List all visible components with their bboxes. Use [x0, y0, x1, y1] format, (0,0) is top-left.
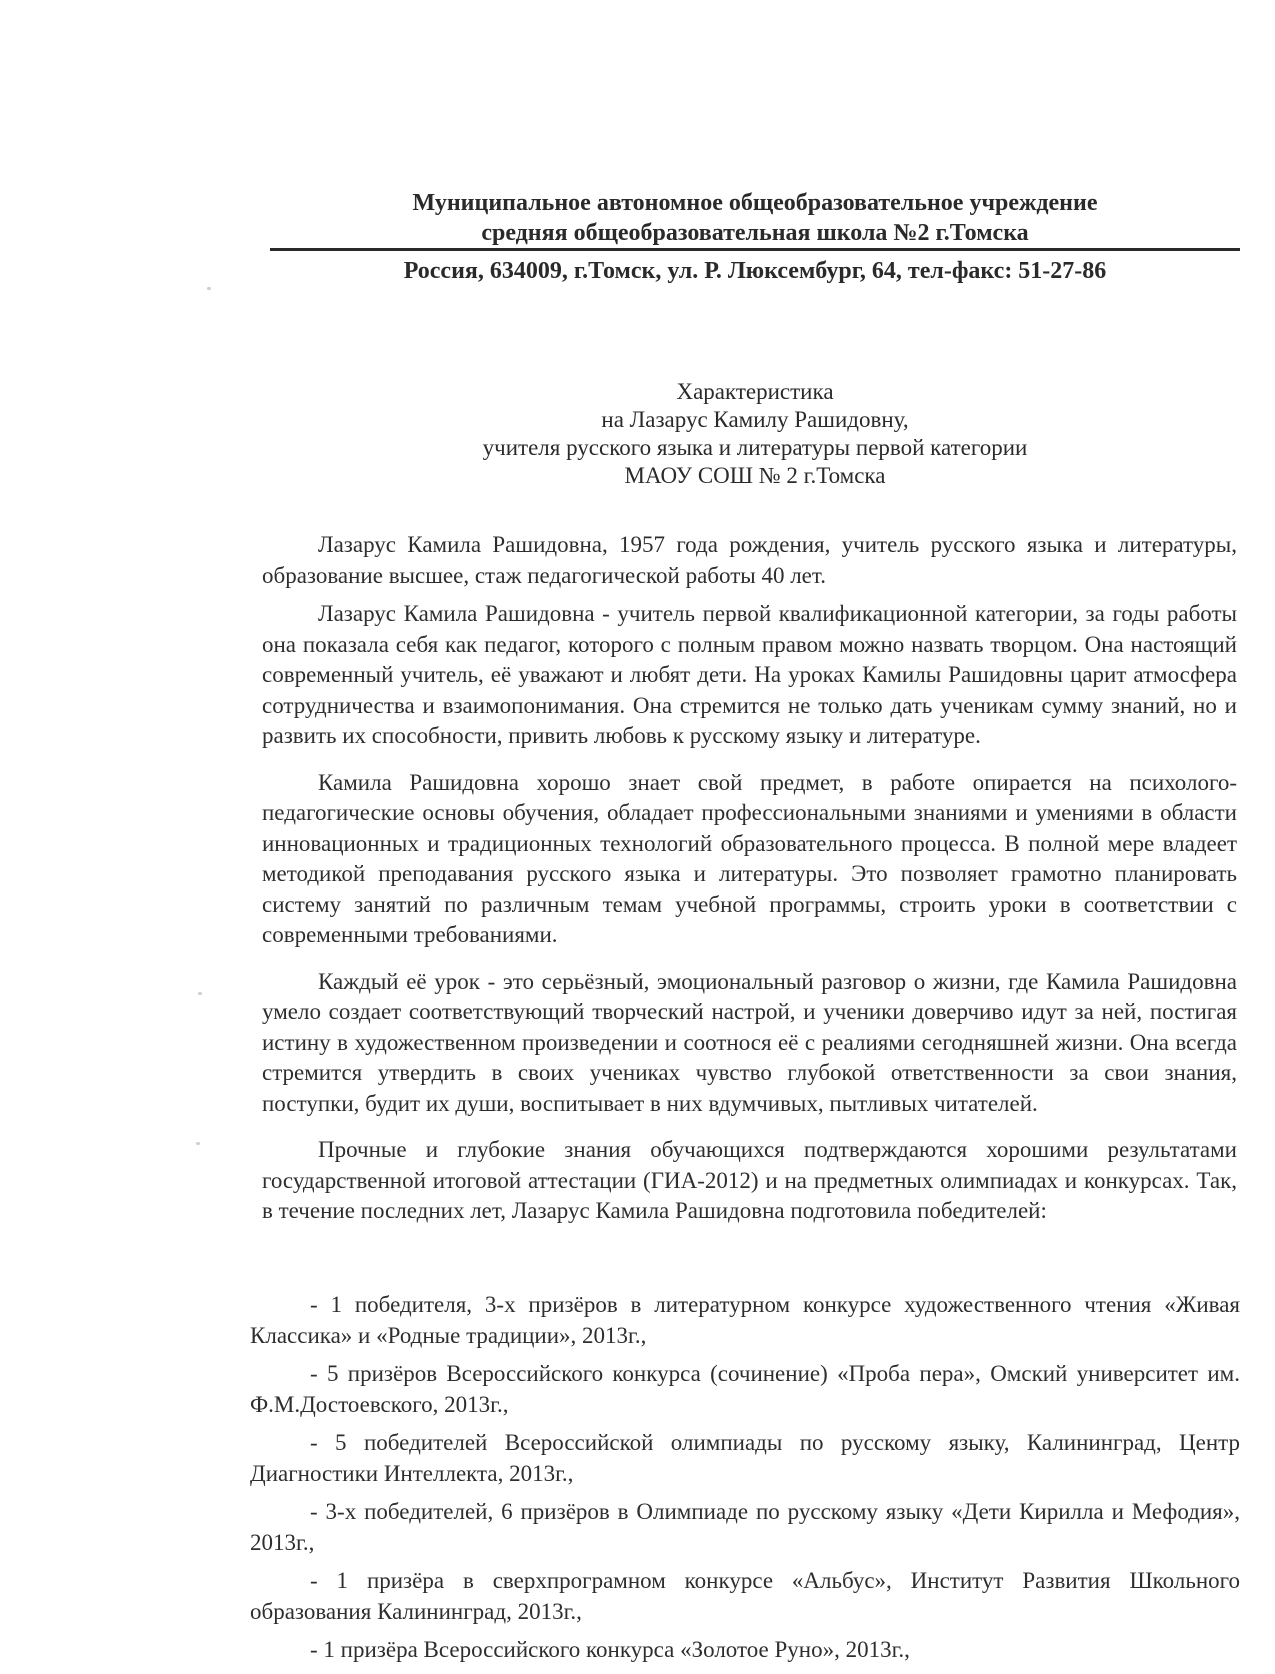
scan-speck: [207, 287, 211, 290]
list-item: - 5 призёров Всероссийского конкурса (сочинение) «Проба пера», Омский университет им. Ф.М.Достоевского, 2013г.,: [250, 1361, 1240, 1417]
letterhead-school: средняя общеобразовательная школа №2 г.Томска: [481, 220, 1029, 246]
scan-speck: [198, 992, 202, 995]
title-heading: Характеристика: [676, 379, 834, 404]
document-title: [270, 378, 1240, 490]
list-item: - 1 победителя, 3-х призёров в литературном конкурсе художественного чтения «Живая Классика» и «Родные традиции», 2013г.,: [250, 1292, 1240, 1348]
list-item: - 1 призёра Всероссийского конкурса «Золотое Руно», 2013г.,: [310, 1637, 910, 1662]
title-school: МАОУ СОШ № 2 г.Томска: [624, 463, 886, 488]
paragraph-lessons: Каждый её урок - это серьёзный, эмоциональный разговор о жизни, где Камила Рашидовна умело создает соответствующий творческий настрой, и ученики доверчиво идут за ней, постигая истину в художественном произведении и соотнося её с реалиями сегодняшней жизни. Она всегда стремится утвердить в своих учениках чувство глубокой ответственности за свои знания, поступки, будит их души, воспитывает в них вдумчивых, пытливых читателей.: [262, 968, 1237, 1116]
paragraph-intro: Лазарус Камила Рашидовна, 1957 года рождения, учитель русского языка и литературы, образование высшее, стаж педагогической работы 40 лет.: [262, 532, 1237, 588]
paragraph-results: Прочные и глубокие знания обучающихся подтверждаются хорошими результатами государственной итоговой аттестации (ГИА-2012) и на предметных олимпиадах и конкурсах. Так, в течение последних лет, Лазарус Камила Рашидовна подготовила победителей:: [262, 1137, 1237, 1223]
achievements-list: [250, 1290, 1240, 1674]
title-subject: на Лазарус Камилу Рашидовну,: [601, 407, 909, 432]
list-item: - 1 призёра в сверхпрограмном конкурсе «Альбус», Институт Развития Школьного образования Калининград, 2013г.,: [250, 1568, 1240, 1624]
letterhead-divider: [270, 248, 1240, 251]
list-item: - 3-х победителей, 6 призёров в Олимпиаде по русскому языку «Дети Кирилла и Мефодия», 2013г.,: [250, 1499, 1240, 1555]
letterhead-institution: Муниципальное автономное общеобразовательное учреждение: [412, 190, 1098, 216]
scan-speck: [196, 1142, 200, 1145]
letterhead-address: Россия, 634009, г.Томск, ул. Р. Люксембург, 64, тел-факс: 51-27-86: [403, 258, 1107, 284]
paragraph-qualification: Лазарус Камила Рашидовна - учитель первой квалификационной категории, за годы работы она показала себя как педагог, которого с полным правом можно назвать творцом. Она настоящий современный учитель, её уважают и любят дети. На уроках Камилы Рашидовны царит атмосфера сотрудничества и взаимопонимания. Она стремится не только дать ученикам сумму знаний, но и развить их способности, привить любовь к русскому языку и литературе.: [262, 601, 1237, 748]
paragraph-methodology: Камила Рашидовна хорошо знает свой предмет, в работе опирается на психолого-педагогические основы обучения, обладает профессиональными знаниями и умениями в области инновационных и традиционных технологий образовательного процесса. В полной мере владеет методикой преподавания русского языка и литературы. Это позволяет грамотно планировать систему занятий по различным темам учебной программы, строить уроки в соответствии с современными требованиями.: [262, 769, 1237, 947]
list-item: - 5 победителей Всероссийской олимпиады по русскому языку, Калининград, Центр Диагностики Интеллекта, 2013г.,: [250, 1430, 1240, 1486]
title-position: учителя русского языка и литературы первой категории: [482, 435, 1028, 460]
document-body: [262, 530, 1237, 1235]
letterhead: [270, 188, 1240, 284]
